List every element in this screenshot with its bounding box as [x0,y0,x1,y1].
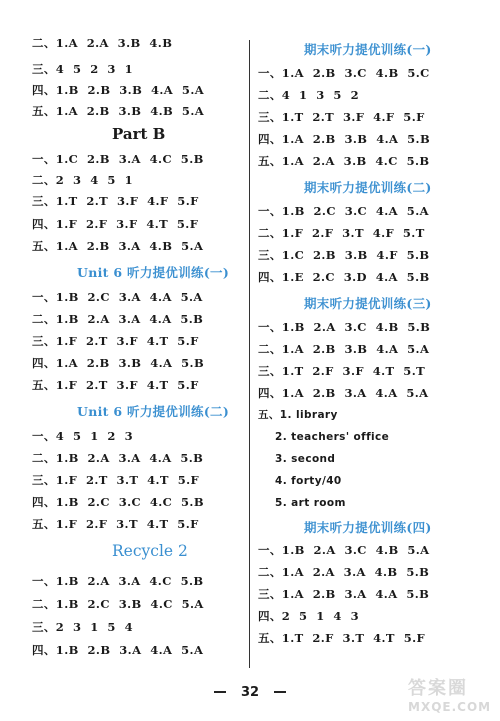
answer-line: 三、4 5 2 3 1 [32,62,134,76]
answer-line: 五、1.T 2.F 3.T 4.T 5.F [258,631,426,645]
answer-line: 五、1. library [258,409,338,421]
answer-line: 一、4 5 1 2 3 [32,429,134,443]
column-divider [249,40,250,668]
answer-line: 一、1.C 2.B 3.A 4.C 5.B [32,152,204,166]
answer-line: 一、1.B 2.A 3.C 4.B 5.B [258,320,431,334]
section-title-final-1: 期末听力提优训练(一) [304,42,432,57]
answer-line: 二、1.F 2.F 3.T 4.F 5.T [258,226,425,240]
section-title-final-2: 期末听力提优训练(二) [304,180,432,195]
answer-line: 五、1.A 2.B 3.A 4.B 5.A [32,239,204,253]
answer-line: 二、1.B 2.C 3.B 4.C 5.A [32,597,204,611]
answer-line: 四、1.B 2.B 3.A 4.A 5.A [32,643,204,657]
answer-line: 二、1.B 2.A 3.A 4.A 5.B [32,451,204,465]
answer-line: 四、1.B 2.B 3.B 4.A 5.A [32,83,205,97]
page-number: 32 [240,684,260,700]
answer-line: 四、1.A 2.B 3.B 4.A 5.B [32,356,205,370]
answer-line: 四、1.B 2.C 3.C 4.C 5.B [32,495,204,509]
answer-line: 一、1.B 2.A 3.C 4.B 5.A [258,543,430,557]
answer-line: 4. forty/40 [275,475,342,487]
answer-line: 三、1.F 2.T 3.T 4.T 5.F [32,473,200,487]
answer-line: 二、2 3 4 5 1 [32,173,134,187]
answer-line: 三、1.T 2.F 3.F 4.T 5.T [258,364,426,378]
answer-line: 五、1.F 2.F 3.T 4.T 5.F [32,517,199,531]
answer-line: 四、1.E 2.C 3.D 4.A 5.B [258,270,430,284]
answer-line: 一、1.B 2.A 3.A 4.C 5.B [32,574,204,588]
section-title-final-3: 期末听力提优训练(三) [304,296,432,311]
section-title-unit6-2: Unit 6 听力提优训练(二) [77,404,230,419]
answer-line: 一、1.B 2.C 3.C 4.A 5.A [258,204,429,218]
answer-line: 一、1.B 2.C 3.A 4.A 5.A [32,290,203,304]
answer-line: 3. second [275,453,336,465]
answer-line: 二、1.A 2.A 3.A 4.B 5.B [258,565,430,579]
answer-line: 四、1.F 2.F 3.F 4.T 5.F [32,217,199,231]
answer-line: 三、1.T 2.T 3.F 4.F 5.F [32,194,199,208]
watermark-logo [408,674,494,718]
answer-line: 二、1.A 2.B 3.B 4.A 5.A [258,342,430,356]
answer-line: 三、1.T 2.T 3.F 4.F 5.F [258,110,425,124]
answer-line: 三、1.F 2.T 3.F 4.T 5.F [32,334,199,348]
answer-line: 三、2 3 1 5 4 [32,620,134,634]
answer-line: 二、1.A 2.A 3.B 4.B [32,36,173,50]
footer-dash [274,691,286,693]
section-title-unit6-1: Unit 6 听力提优训练(一) [77,265,230,280]
answer-line: 5. art room [275,497,346,509]
answer-line: 三、1.C 2.B 3.B 4.F 5.B [258,248,430,262]
footer-dash [214,691,226,693]
answer-line: 三、1.A 2.B 3.A 4.A 5.B [258,587,430,601]
section-title-final-4: 期末听力提优训练(四) [304,520,432,535]
answer-line: 五、1.A 2.B 3.B 4.B 5.A [32,104,205,118]
section-title-recycle-2: Recycle 2 [112,542,188,560]
answer-line: 五、1.A 2.A 3.B 4.C 5.B [258,154,430,168]
answer-line: 一、1.A 2.B 3.C 4.B 5.C [258,66,430,80]
watermark-text: 答案圈 [408,678,468,699]
page-footer [214,684,286,700]
answer-line: 四、2 5 1 4 3 [258,609,360,623]
answer-line: 五、1.F 2.T 3.F 4.T 5.F [32,378,199,392]
answer-line: 二、4 1 3 5 2 [258,88,360,102]
section-title-part-b: Part B [112,125,166,143]
answer-line: 二、1.B 2.A 3.A 4.A 5.B [32,312,204,326]
answer-line: 四、1.A 2.B 3.A 4.A 5.A [258,386,429,400]
answer-line: 四、1.A 2.B 3.B 4.A 5.B [258,132,431,146]
watermark-url: MXQE.COM [408,700,492,714]
answer-line: 2. teachers' office [275,431,390,443]
